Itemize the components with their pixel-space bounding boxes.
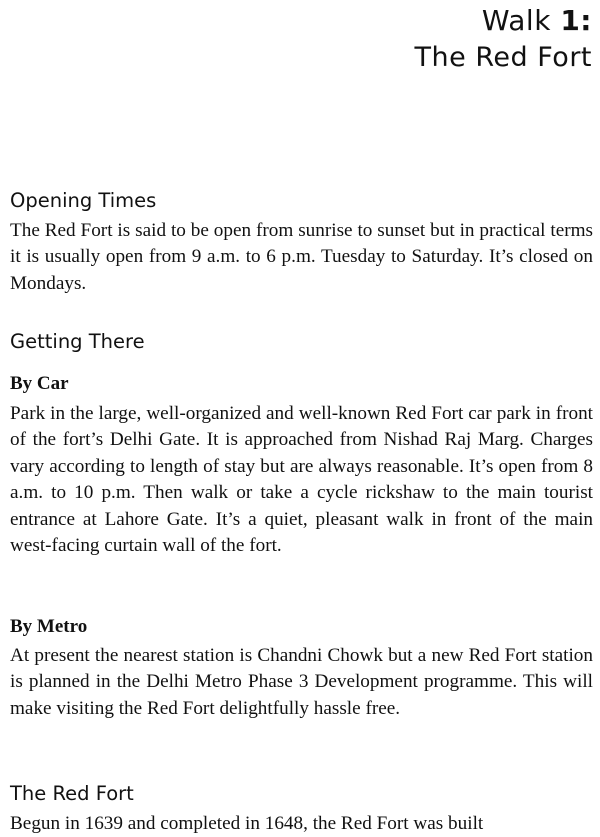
opening-times-heading: Opening Times xyxy=(10,189,157,212)
walk-title: The Red Fort xyxy=(414,42,592,73)
walk-label-line xyxy=(415,2,592,40)
getting-there-heading: Getting There xyxy=(10,330,145,353)
red-fort-text: Begun in 1639 and completed in 1648, the Red Fort was built xyxy=(10,813,484,834)
by-car-heading: By Car xyxy=(10,373,69,394)
by-metro-heading: By Metro xyxy=(10,616,88,637)
walk-number: 1: xyxy=(560,4,592,37)
red-fort-heading: The Red Fort xyxy=(10,782,134,805)
walk-label: Walk xyxy=(481,4,551,37)
walk-header xyxy=(415,2,592,76)
by-metro-text: At present the nearest station is Chandni Chowk but a new Red Fort station is planned in the Delhi Metro Phase 3 Development programme. This will make visiting the Red Fort delightfully hassle free. xyxy=(10,645,593,719)
opening-times-text: The Red Fort is said to be open from sunrise to sunset but in practical terms it is usually open from 9 a.m. to 6 p.m. Tuesday to Saturday. It’s closed on Mondays. xyxy=(10,220,593,294)
by-car-text: Park in the large, well-organized and well-known Red Fort car park in front of the fort’s Delhi Gate. It is approached from Nishad Raj Marg. Charges vary according to length of stay but are always reasonable. It’s open from 8 a.m. to 10 p.m. Then walk or take a cycle rickshaw to the main tourist entrance at Lahore Gate. It’s a quiet, pleasant walk in front of the main west-facing curtain wall of the fort. xyxy=(10,403,593,557)
